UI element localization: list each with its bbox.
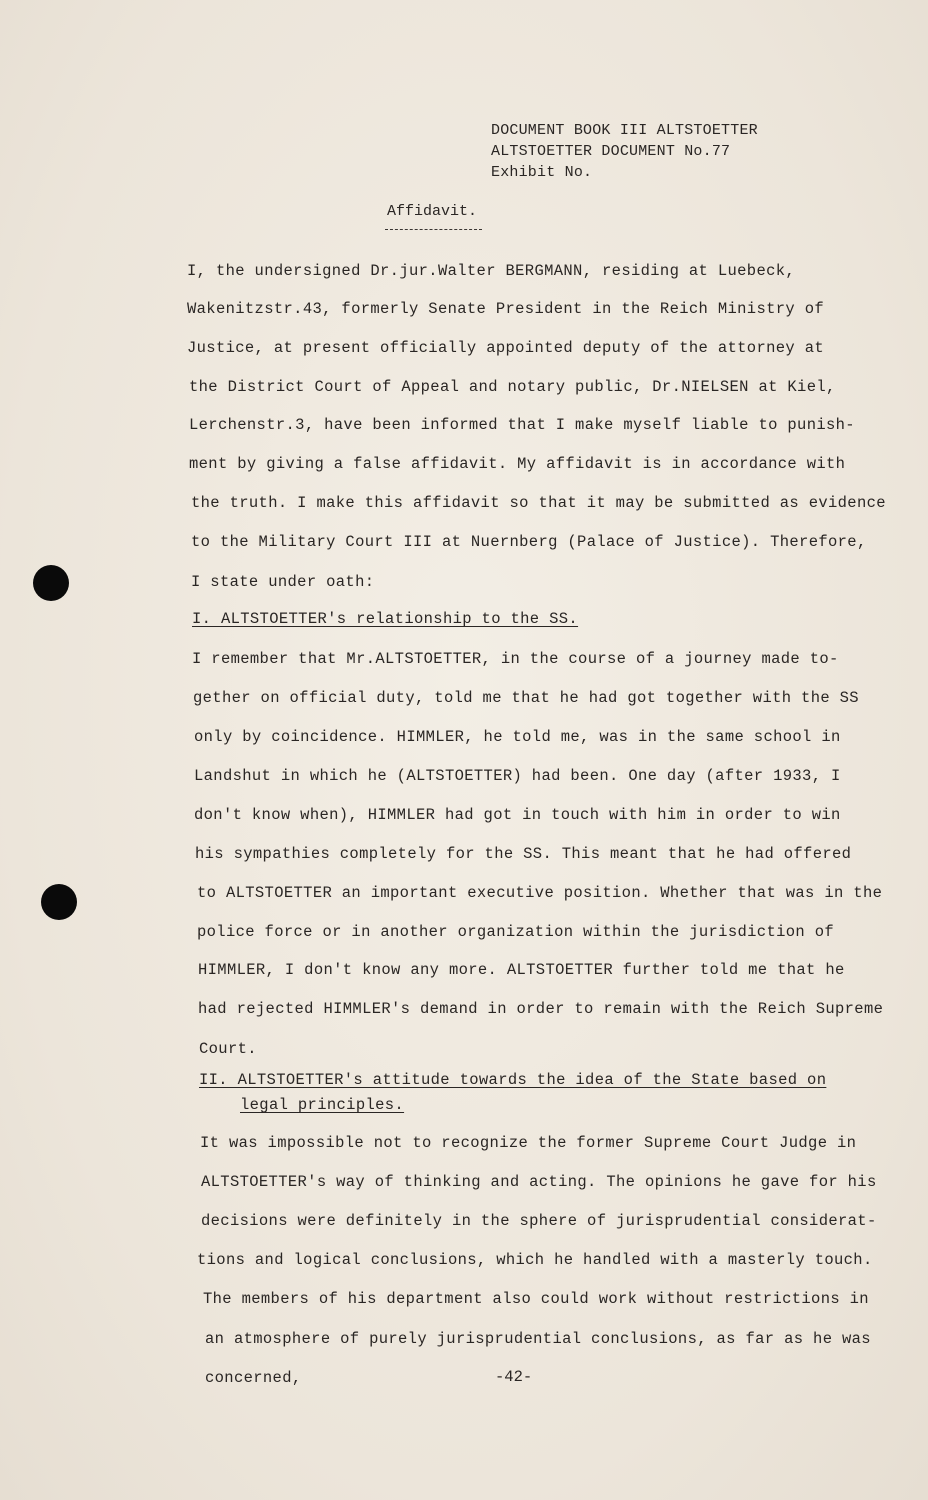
body-line: the truth. I make this affidavit so that it may be submitted as evidence — [191, 494, 886, 512]
punch-hole — [41, 884, 77, 920]
document-header — [491, 120, 758, 183]
body-line: I, the undersigned Dr.jur.Walter BERGMANN, residing at Luebeck, — [187, 262, 796, 280]
body-line: It was impossible not to recognize the former Supreme Court Judge in — [200, 1134, 857, 1152]
body-line: the District Court of Appeal and notary public, Dr.NIELSEN at Kiel, — [189, 378, 836, 396]
body-line: ment by giving a false affidavit. My affidavit is in accordance with — [189, 455, 846, 473]
section-heading: legal principles. — [240, 1096, 405, 1114]
body-line: I state under oath: — [191, 573, 375, 591]
body-line: don't know when), HIMMLER had got in touch with him in order to win — [194, 806, 841, 824]
body-line: concerned, — [205, 1369, 302, 1387]
body-line: Justice, at present officially appointed deputy of the attorney at — [187, 339, 824, 357]
body-line: decisions were definitely in the sphere of jurisprudential considerat- — [201, 1212, 877, 1230]
body-line: ALTSTOETTER's way of thinking and acting. The opinions he gave for his — [201, 1173, 877, 1191]
body-line: only by coincidence. HIMMLER, he told me, was in the same school in — [194, 728, 841, 746]
header-line: Exhibit No. — [491, 164, 593, 181]
punch-hole — [33, 565, 69, 601]
header-line: DOCUMENT BOOK III ALTSTOETTER — [491, 122, 758, 139]
section-heading: I. ALTSTOETTER's relationship to the SS. — [192, 610, 579, 628]
body-line: his sympathies completely for the SS. This meant that he had offered — [195, 845, 852, 863]
header-line: ALTSTOETTER DOCUMENT No.77 — [491, 143, 731, 160]
body-line: I remember that Mr.ALTSTOETTER, in the course of a journey made to- — [192, 650, 839, 668]
body-line: Landshut in which he (ALTSTOETTER) had been. One day (after 1933, I — [194, 767, 841, 785]
body-line: to the Military Court III at Nuernberg (Palace of Justice). Therefore, — [191, 533, 867, 551]
body-line: to ALTSTOETTER an important executive position. Whether that was in the — [197, 884, 883, 902]
body-line: Wakenitzstr.43, formerly Senate President in the Reich Ministry of — [187, 300, 824, 318]
document-title: Affidavit. — [387, 203, 478, 220]
page-number: -42- — [495, 1368, 533, 1386]
body-line: Lerchenstr.3, have been informed that I make myself liable to punish- — [189, 416, 855, 434]
body-line: HIMMLER, I don't know any more. ALTSTOETTER further told me that he — [198, 961, 845, 979]
body-line: had rejected HIMMLER's demand in order to remain with the Reich Supreme — [198, 1000, 884, 1018]
section-heading: II. ALTSTOETTER's attitude towards the idea of the State based on — [199, 1071, 827, 1089]
title-underline — [385, 229, 482, 230]
body-line: Court. — [199, 1040, 257, 1058]
body-line: tions and logical conclusions, which he handled with a masterly touch. — [197, 1251, 873, 1269]
body-line: The members of his department also could work without restrictions in — [203, 1290, 869, 1308]
body-line: an atmosphere of purely jurisprudential conclusions, as far as he was — [205, 1330, 871, 1348]
body-line: gether on official duty, told me that he had got together with the SS — [193, 689, 859, 707]
body-line: police force or in another organization within the jurisdiction of — [197, 923, 834, 941]
